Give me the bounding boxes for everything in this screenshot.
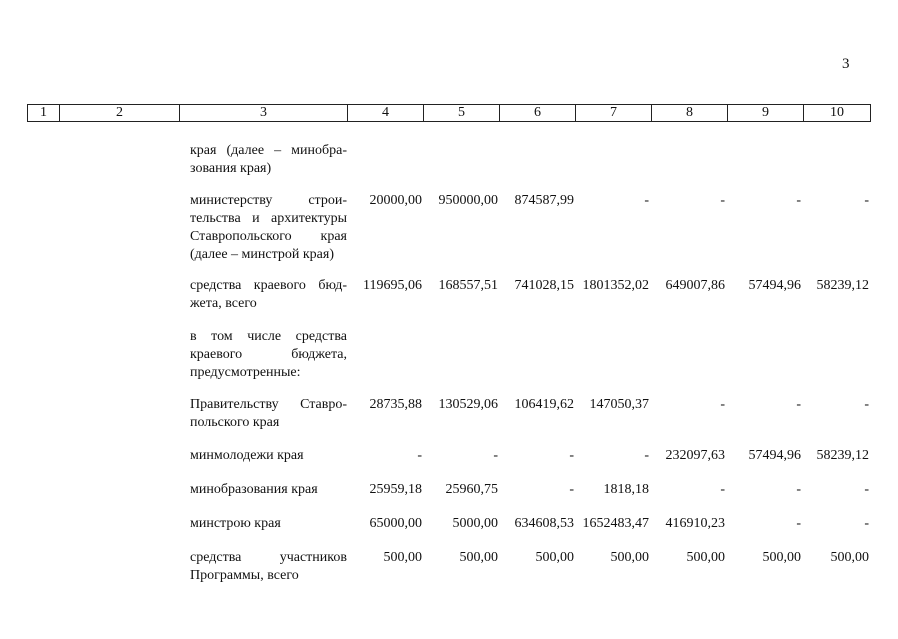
- value-col-9: -: [796, 516, 801, 531]
- value-col-5: 130529,06: [438, 397, 498, 412]
- value-col-8: 416910,23: [665, 516, 725, 531]
- row-label: Правительству Ставро-польского края: [190, 397, 347, 430]
- row-label: министерству строи-тельства и архитектуры Ставропольского края (далее – минстрой края): [190, 193, 347, 262]
- value-col-4: 20000,00: [369, 193, 422, 208]
- value-col-6: 106419,62: [514, 397, 574, 412]
- header-cell-1: 1: [28, 105, 60, 122]
- value-col-8: -: [720, 397, 725, 412]
- row-label: края (далее – минобра-зования края): [190, 143, 347, 176]
- value-col-4: 65000,00: [369, 516, 422, 531]
- value-col-5: 500,00: [459, 550, 498, 565]
- header-cell-8: 8: [652, 105, 728, 122]
- value-col-10: 58239,12: [816, 448, 869, 463]
- value-col-5: -: [493, 448, 498, 463]
- value-col-7: 147050,37: [589, 397, 649, 412]
- row-label: минобразования края: [190, 482, 318, 497]
- header-cell-5: 5: [424, 105, 500, 122]
- header-cell-3: 3: [180, 105, 348, 122]
- value-col-8: 232097,63: [665, 448, 725, 463]
- value-col-4: 28735,88: [369, 397, 422, 412]
- value-col-4: 119695,06: [363, 278, 422, 293]
- row-label: минстрою края: [190, 516, 281, 531]
- value-col-4: 25959,18: [369, 482, 422, 497]
- value-col-10: 58239,12: [816, 278, 869, 293]
- value-col-6: -: [569, 482, 574, 497]
- header-cell-4: 4: [348, 105, 424, 122]
- page-number: 3: [842, 56, 850, 72]
- value-col-5: 25960,75: [445, 482, 498, 497]
- row-label: средства краевого бюд-жета, всего: [190, 278, 347, 311]
- row-label: минмолодежи края: [190, 448, 304, 463]
- value-col-8: 649007,86: [665, 278, 725, 293]
- value-col-10: -: [864, 193, 869, 208]
- value-col-9: 57494,96: [748, 448, 801, 463]
- header-cell-9: 9: [728, 105, 804, 122]
- value-col-9: -: [796, 482, 801, 497]
- value-col-7: -: [644, 448, 649, 463]
- row-label: в том числе средства краевого бюджета, предусмотренные:: [190, 329, 347, 380]
- value-col-4: -: [417, 448, 422, 463]
- value-col-8: -: [720, 193, 725, 208]
- value-col-5: 950000,00: [438, 193, 498, 208]
- value-col-6: 741028,15: [514, 278, 574, 293]
- header-cell-7: 7: [576, 105, 652, 122]
- value-col-9: 57494,96: [748, 278, 801, 293]
- value-col-7: 1801352,02: [582, 278, 649, 293]
- value-col-7: 500,00: [610, 550, 649, 565]
- value-col-7: 1652483,47: [582, 516, 649, 531]
- row-label: средства участников Программы, всего: [190, 550, 347, 583]
- value-col-6: 500,00: [535, 550, 574, 565]
- value-col-8: -: [720, 482, 725, 497]
- value-col-7: 1818,18: [603, 482, 649, 497]
- column-number-header: [27, 104, 871, 122]
- value-col-9: 500,00: [762, 550, 801, 565]
- value-col-8: 500,00: [686, 550, 725, 565]
- value-col-6: 874587,99: [514, 193, 574, 208]
- value-col-6: 634608,53: [514, 516, 574, 531]
- value-col-7: -: [644, 193, 649, 208]
- value-col-4: 500,00: [383, 550, 422, 565]
- value-col-9: -: [796, 193, 801, 208]
- value-col-10: 500,00: [830, 550, 869, 565]
- header-row: [28, 105, 871, 122]
- value-col-10: -: [864, 482, 869, 497]
- value-col-5: 5000,00: [452, 516, 498, 531]
- value-col-6: -: [569, 448, 574, 463]
- value-col-10: -: [864, 397, 869, 412]
- header-cell-10: 10: [804, 105, 871, 122]
- value-col-9: -: [796, 397, 801, 412]
- value-col-5: 168557,51: [438, 278, 498, 293]
- value-col-10: -: [864, 516, 869, 531]
- header-cell-2: 2: [60, 105, 180, 122]
- header-cell-6: 6: [500, 105, 576, 122]
